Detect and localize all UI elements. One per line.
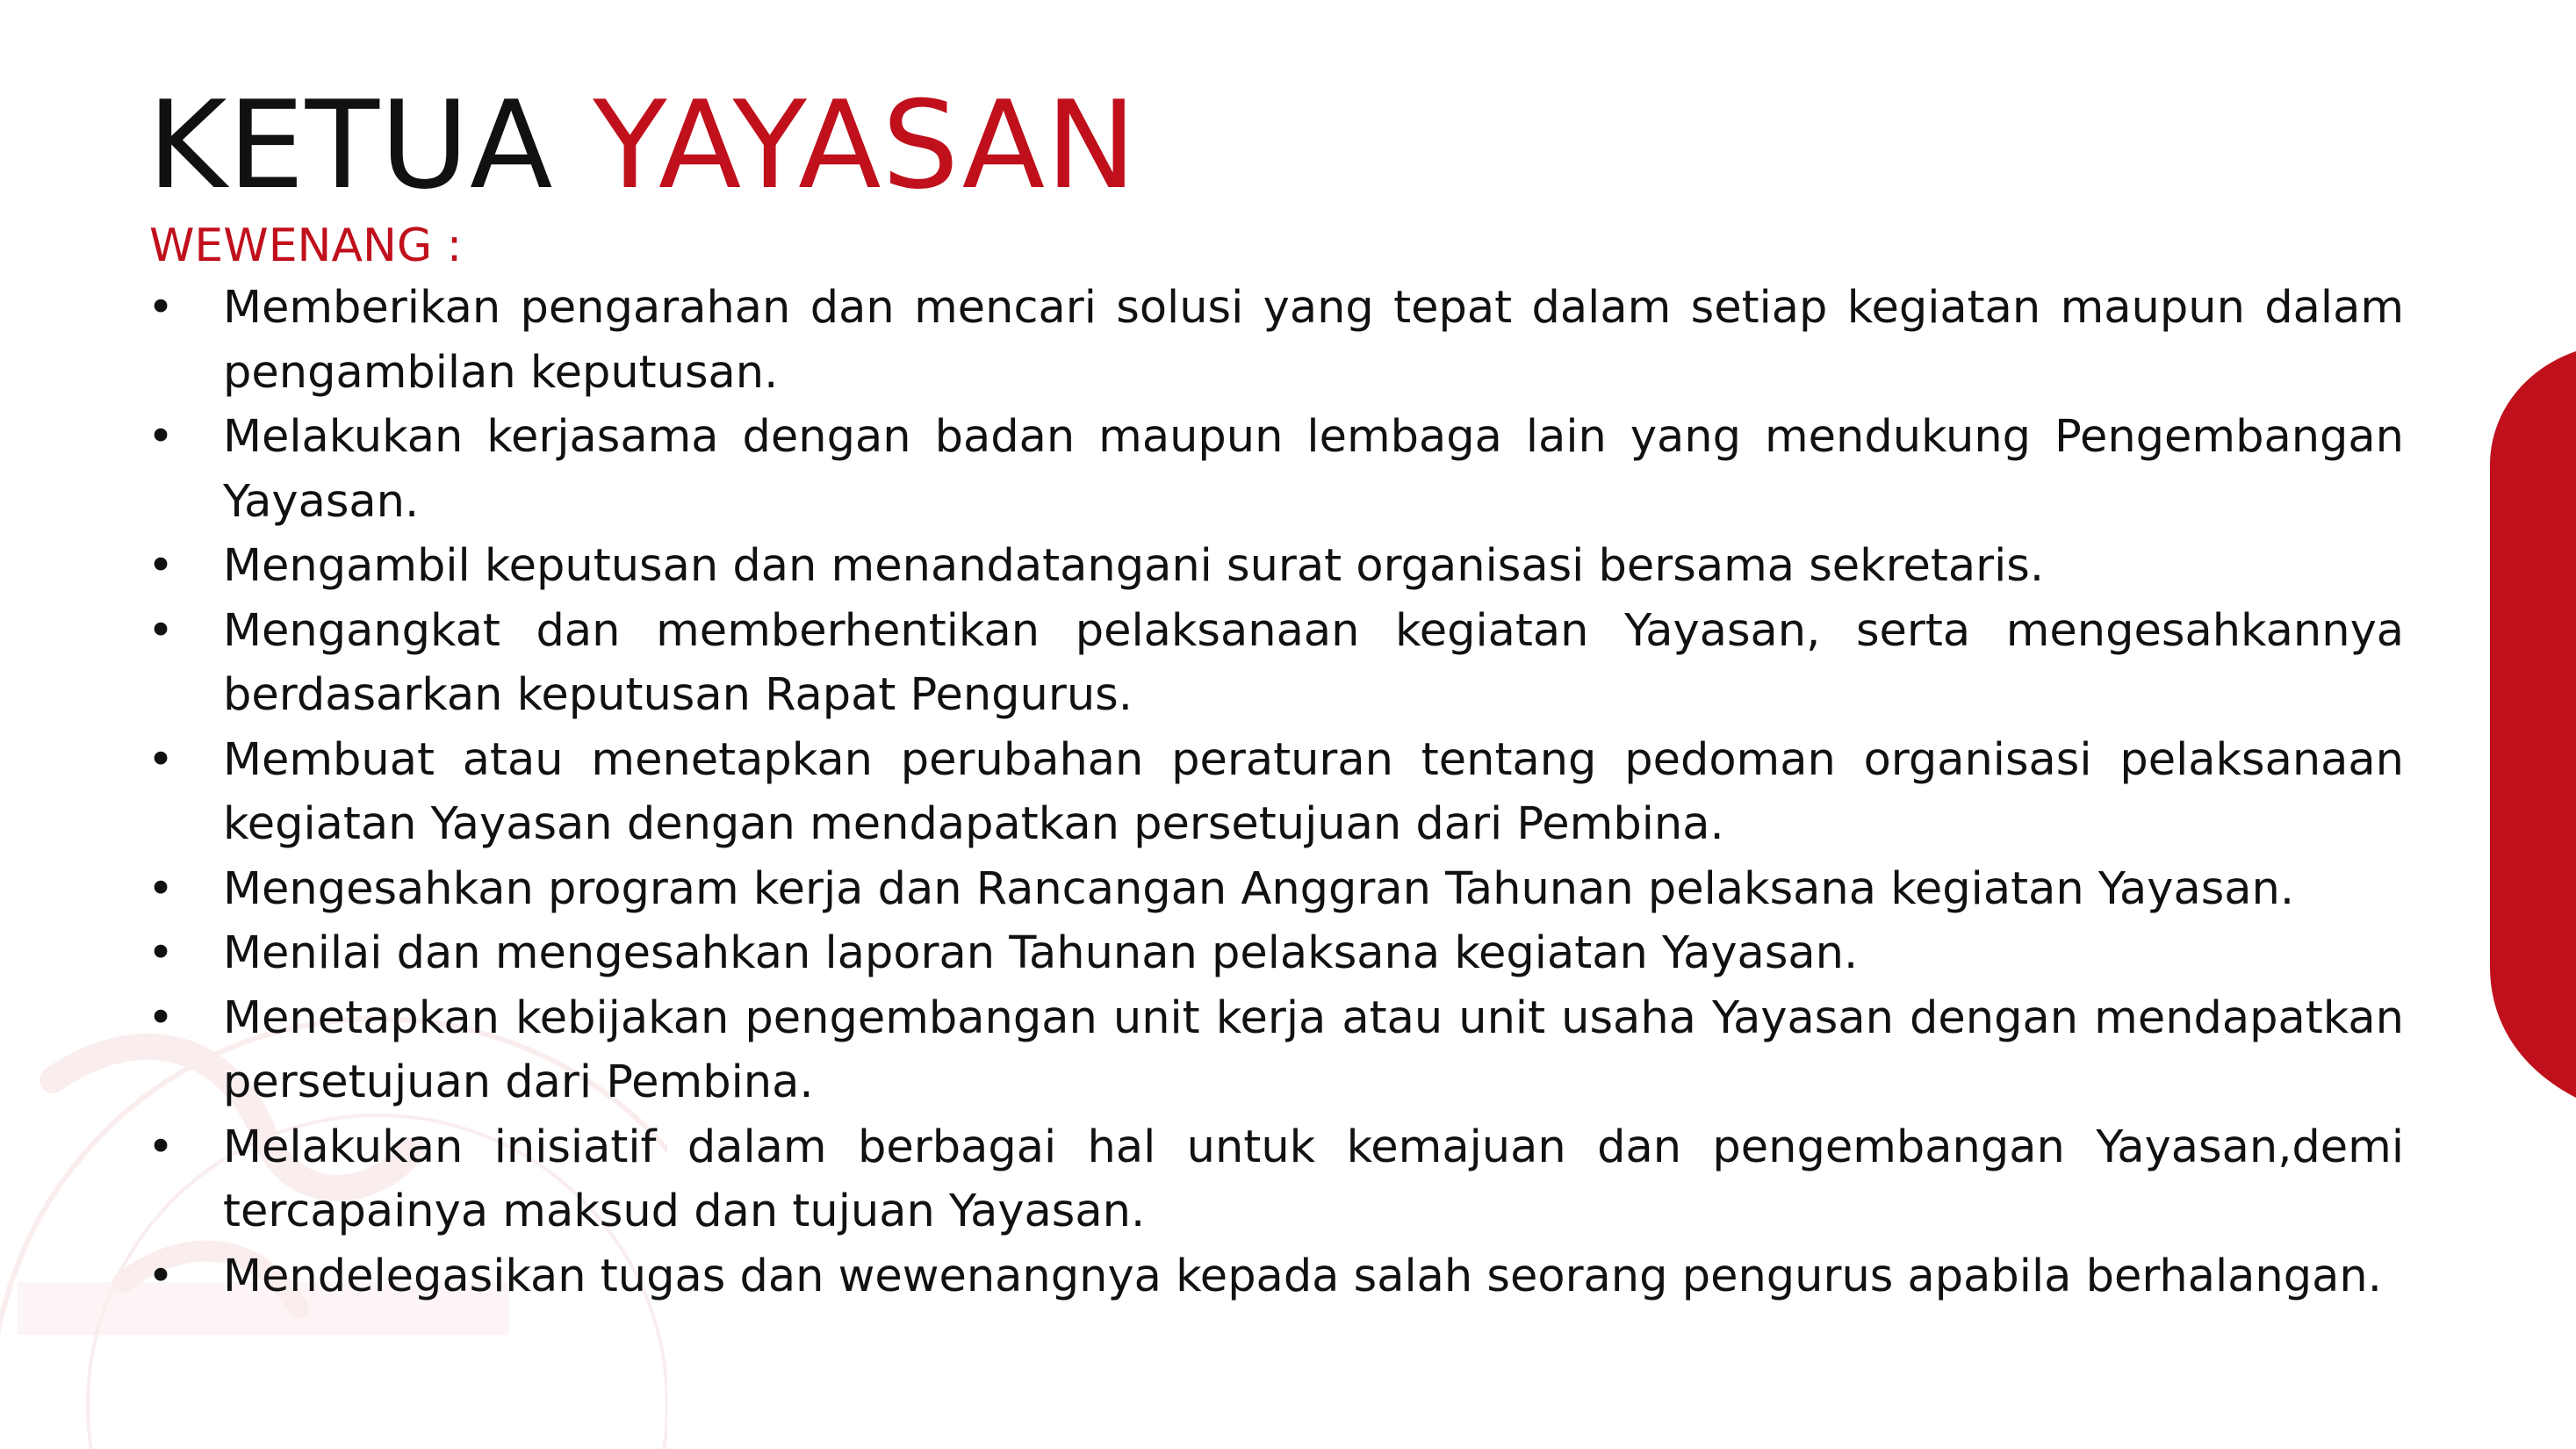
list-item xyxy=(148,857,2404,922)
list-item-text: Melakukan inisiatif dalam berbagai hal untuk kemajuan dan pengembangan Yayasan,demi tercapainya maksud dan tujuan Yayasan. xyxy=(223,1121,2404,1237)
list-item-text: Menetapkan kebijakan pengembangan unit kerja atau unit usaha Yayasan dengan mendapatkan persetujuan dari Pembina. xyxy=(223,991,2404,1108)
list-item xyxy=(148,405,2404,534)
bullet-icon: • xyxy=(148,733,175,786)
list-item xyxy=(148,1115,2404,1244)
bullet-icon: • xyxy=(148,282,175,334)
list-item xyxy=(148,728,2404,857)
wewenang-list xyxy=(148,276,2404,1308)
list-item-text: Memberikan pengarahan dan mencari solusi yang tepat dalam setiap kegiatan maupun dalam pengambilan keputusan. xyxy=(223,282,2404,399)
list-item-text: Mengesahkan program kerja dan Rancangan Anggran Tahunan pelaksana kegiatan Yayasan. xyxy=(223,862,2295,915)
bullet-icon: • xyxy=(148,862,175,915)
list-item xyxy=(148,986,2404,1115)
list-item-text: Menilai dan mengesahkan laporan Tahunan pelaksana kegiatan Yayasan. xyxy=(223,927,1859,979)
list-item xyxy=(148,276,2404,405)
bullet-icon: • xyxy=(148,411,175,463)
slide-title xyxy=(148,72,1137,220)
list-item-text: Mengangkat dan memberhentikan pelaksanaan kegiatan Yayasan, serta mengesahkannya berdasarkan keputusan Rapat Pengurus. xyxy=(223,604,2404,721)
list-item xyxy=(148,921,2404,986)
list-item-text: Melakukan kerjasama dengan badan maupun lembaga lain yang mendukung Pengembangan Yayasan. xyxy=(223,411,2404,528)
list-item xyxy=(148,599,2404,728)
list-item-text: Mengambil keputusan dan menandatangani surat organisasi bersama sekretaris. xyxy=(223,540,2045,592)
bullet-icon: • xyxy=(148,927,175,979)
title-part-ketua: KETUA xyxy=(148,75,554,216)
title-part-yayasan: YAYASAN xyxy=(593,75,1138,216)
bullet-icon: • xyxy=(148,1250,175,1302)
list-item xyxy=(148,534,2404,599)
bullet-icon: • xyxy=(148,1121,175,1173)
list-item-text: Mendelegasikan tugas dan wewenangnya kepada salah seorang pengurus apabila berhalangan. xyxy=(223,1250,2382,1302)
bullet-icon: • xyxy=(148,604,175,657)
list-item-text: Membuat atau menetapkan perubahan peraturan tentang pedoman organisasi pelaksanaan kegiatan Yayasan dengan mendapatkan persetujuan dari Pembina. xyxy=(223,733,2404,850)
bullet-icon: • xyxy=(148,991,175,1044)
list-item xyxy=(148,1244,2404,1309)
bullet-icon: • xyxy=(148,540,175,592)
red-side-tab xyxy=(2490,351,2576,1098)
section-heading: WEWENANG : xyxy=(149,220,463,272)
